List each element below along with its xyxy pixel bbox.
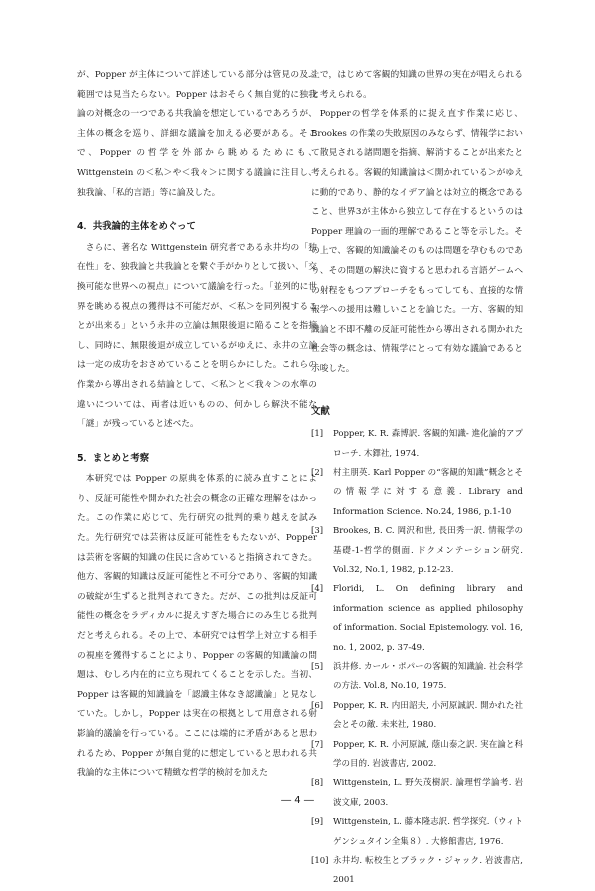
reference-text: Floridi, L. On defining library and information science as applied philosophy of information. Social Epistemology. vol. 16, no. 1, 2002, p. 37-49. [333,584,523,653]
reference-text: Popper, K. R. 森博訳. 客観的知識‐ 進化論的アプローチ. 木鐸社, 1974. [333,429,523,459]
reference-number: [1] [311,429,324,440]
reference-item [311,736,523,775]
reference-number: [10] [311,856,329,867]
reference-number: [6] [311,700,324,711]
reference-item [311,580,523,658]
reference-number: [2] [311,467,324,478]
reference-text: Brookes, B. C. 岡沢和世, 長田秀一訳. 情報学の基礎-1-哲学的側面. ドクメンテーション研究. Vol.32, No.1, 1982, p.12-23. [333,526,523,575]
reference-item [311,464,523,522]
reference-item [311,425,523,464]
body-paragraph: さらに、著名な Wittgenstein 研究者である永井均の「独在性」を、独我論と共我論とを繋ぐ手がかりとして扱い、「交換可能な世界への視点」について議論を行った。「並列的に世界を眺める視点の獲得は不可能だが、＜私＞を同列視することが出来る」という永井の立論は無限後退に陥ることを指摘し、同時に、無限後退が成立しているがゆえに、永井の立論は一定の成功をおさめていることを明らかにした。これらの作業から導出される結論として、＜私＞と＜我々＞の水準の違いについては、両者は近いものの、何かしら解決不能な「謎」が残っていると述べた。 [77,242,317,430]
body-paragraph: Popperの哲学を体系的に捉え直す作業に応じ、Brookes の作業の失敗原因のみならず、情報学において散見される諸問題を指摘、解消することが出来たと考えられる。客観的知識論は＜開かれている＞がゆえに動的であり、静的なイデア論とは対立的概念であること、世界3が主体から独立して存在するというのは Popper 理論の一面的理解であること等を示した。その上で、客観的知識論そのものは問題を孕むものであり、その問題の解決に資すると思われる言語ゲームへの射程をもつアプローチをもってしても、直接的な情報学への援用は難しいことを論じた。一方、客観的知識論と不即不離の反証可能性から導出される開かれた社会等の概念は、情報学にとって有効な議論であると示唆した。 [311,109,523,374]
references-heading: 文献 [311,405,330,417]
reference-item [311,813,523,852]
page-number: ― 4 ― [281,795,314,806]
reference-text: Wittgenstein, L. 野矢茂樹訳. 論理哲学論考. 岩波文庫, 2003. [333,778,523,808]
reference-text: Popper, K. R. 小河原誠, 蔭山泰之訳. 実在論と科学の目的. 岩波書店, 2002. [333,739,523,769]
reference-item [311,774,523,813]
reference-number: [7] [311,739,324,750]
reference-text: Wittgenstein, L. 藤本隆志訳. 哲学探究.（ウィトゲンシュタイン全集８）. 大修館書店, 1976. [333,817,523,847]
reference-number: [4] [311,584,324,595]
reference-item [311,697,523,736]
body-paragraph: が、Popper が主体について詳述している部分は管見の及ぶ範囲では見当たらない。Popper はおそらく無自覚的に独我論の対概念の一つである共我論を想定しているであろうが、主体の概念を巡り、詳細な議論を加える必要がある。そこで、Popper の哲学を外部から眺めるためにも、Wittgenstein の＜私＞や＜我々＞に関する議論に注目し、独我論、「私的言語」等に論及した。 [77,70,317,198]
section-heading-5: 5．まとめと考察 [77,452,150,464]
reference-text: Popper, K. R. 内田詔夫, 小河原誠訳. 開かれた社会とその敵. 未来社, 1980. [333,700,523,731]
reference-item [311,522,523,580]
left-column [77,66,317,784]
right-column [311,66,523,891]
reference-item [311,852,523,891]
body-paragraph: 本研究では Popper の原典を体系的に読み直すことにより、反証可能性や開かれた社会の概念の正確な理解をはかった。この作業に応じて、先行研究の批判的乗り越えを試みた。先行研究では芸術は反証可能性をもたないが、Popper は芸術を客観的知識の住民に含めていると指摘されてきた。他方、客観的知識は反証可能性と不可分であり、客観的知識の破綻が生ずると批判されてきた。だが、この批判は反証可能性の概念をラディカルに捉えすぎた場合にのみ生じる批判だと考えられる。その上で、本研究では哲学上対立する相手の視座を獲得することにより、Popper の客観的知識論の問題は、むしろ内在的に立ち現れてくることを示した。当初、Popper は客観的知識論を「認識主体なき認識論」と見なしていた。しかし，Popper は実在の根拠として用意される射影論的議論を行っている。ここには端的に矛盾があると思われるため、Popper が無自覚的に想定していると思われる共我論的な主体について精緻な哲学的検討を加えた [77,474,317,779]
section-heading-4: 4．共我論的主体をめぐって [77,221,196,233]
reference-text: 浜井修. カール・ポパーの客観的知識論. 社会科学の方法. Vol.8, No.10, 1975. [333,661,523,692]
reference-number: [5] [311,661,324,672]
reference-number: [9] [311,817,324,828]
reference-item [311,658,523,697]
reference-number: [8] [311,778,324,789]
body-paragraph: 上で，はじめて客観的知識の世界の実在が唱えられると考えられる。 [311,70,523,100]
reference-number: [3] [311,526,324,537]
reference-text: 永井均. 転校生とブラック・ジャック. 岩波書店, 2001 [333,856,523,886]
reference-list [311,425,523,891]
reference-text: 村主朋英. Karl Popper の“客観的知識”概念とその情報学に対する意義. Library and Information Science. No.24, 1986, p.1-10 [333,467,523,517]
